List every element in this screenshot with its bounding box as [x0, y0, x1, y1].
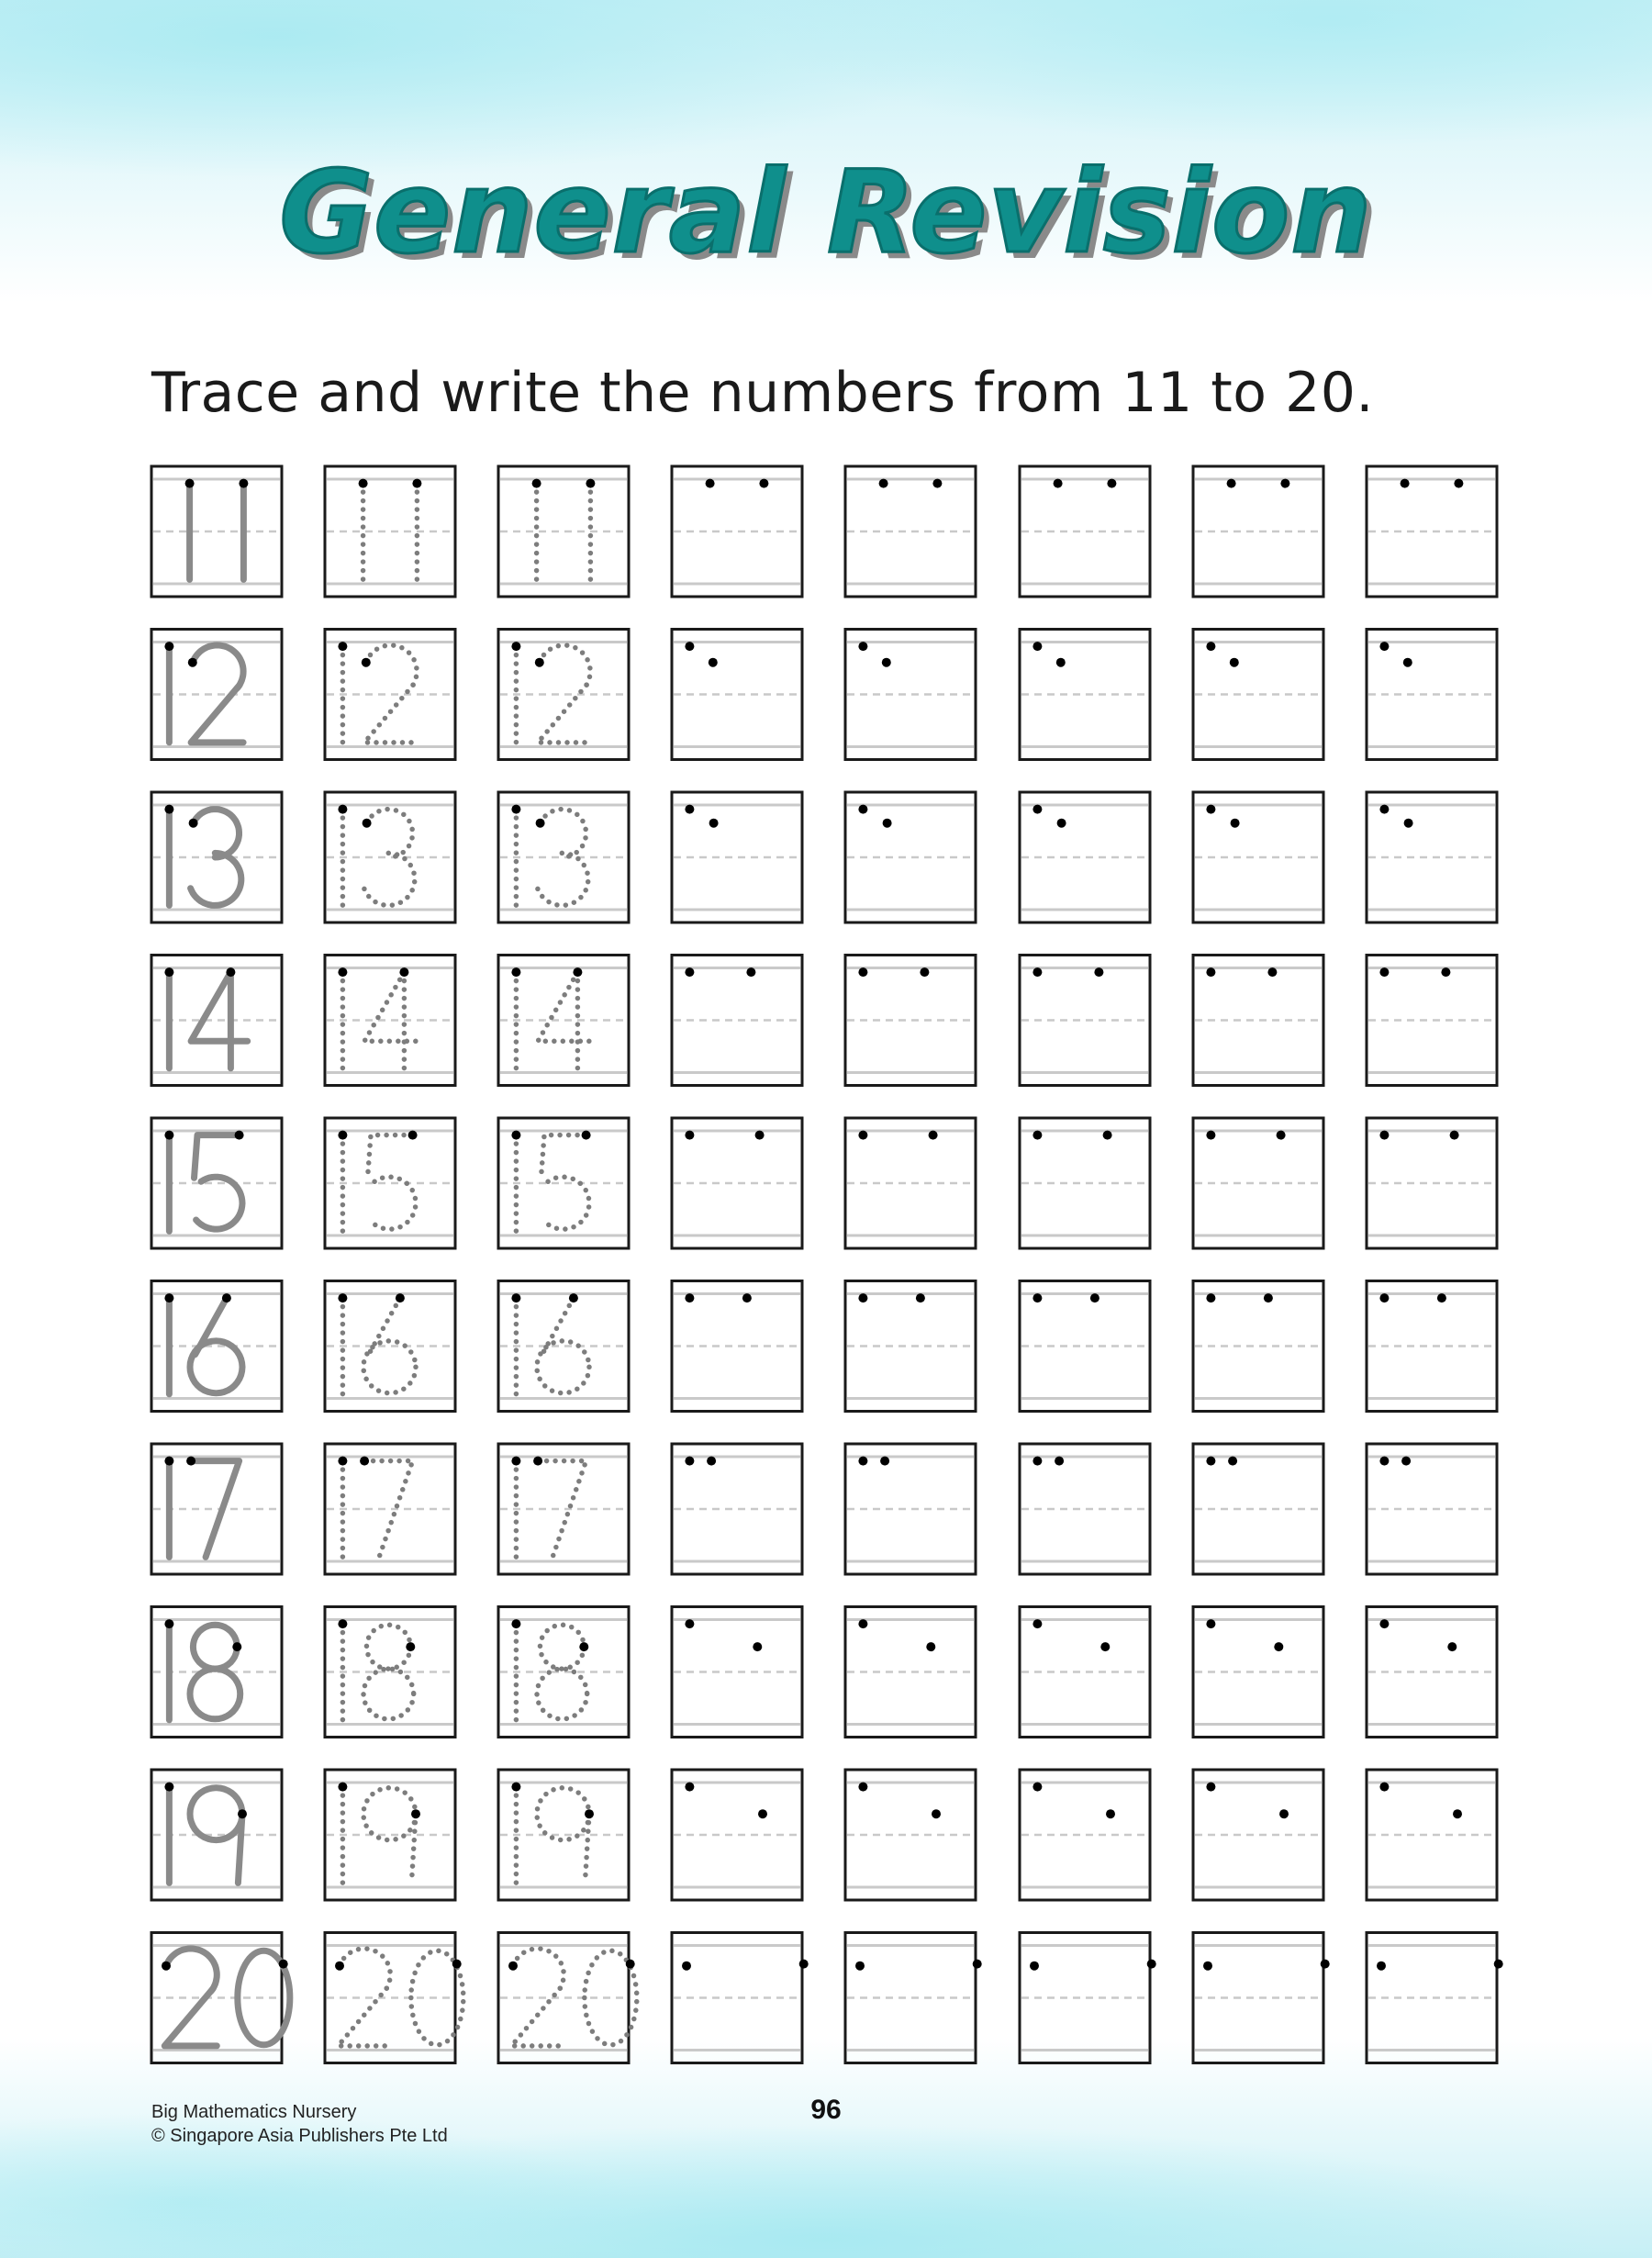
start-dot	[858, 1293, 867, 1302]
writing-box[interactable]	[672, 1933, 809, 2063]
start-dot	[222, 1293, 231, 1302]
start-dot	[1055, 1457, 1064, 1466]
writing-box[interactable]	[845, 1770, 976, 1900]
tracing-box	[325, 1118, 455, 1248]
start-dot	[186, 1457, 195, 1466]
writing-box[interactable]	[1020, 630, 1150, 760]
start-dot	[1032, 1783, 1042, 1792]
start-dot	[164, 642, 173, 651]
start-dot	[1404, 819, 1413, 828]
start-dot	[363, 819, 372, 828]
start-dot	[1274, 1642, 1283, 1651]
start-dot	[1267, 967, 1277, 977]
start-dot	[685, 1293, 694, 1302]
start-dot	[412, 479, 421, 488]
writing-box[interactable]	[1367, 956, 1497, 1086]
digit-stroke-solid	[190, 1788, 242, 1840]
digit-stroke-dotted	[364, 853, 415, 905]
start-dot	[858, 1783, 867, 1792]
digit-stroke-dotted	[537, 1341, 589, 1393]
writing-box[interactable]	[1193, 1118, 1323, 1248]
writing-box[interactable]	[672, 956, 802, 1086]
writing-box[interactable]	[672, 1281, 802, 1412]
start-dot	[338, 1619, 347, 1628]
start-dot	[164, 967, 173, 977]
tracing-box	[325, 1281, 455, 1412]
row-18	[151, 1607, 1497, 1738]
start-dot	[1379, 1619, 1389, 1628]
digit-stroke-dotted	[537, 1788, 589, 1840]
writing-box[interactable]	[1020, 1118, 1150, 1248]
start-dot	[164, 1293, 173, 1302]
tracing-box	[151, 1770, 282, 1900]
start-dot	[799, 1960, 809, 1969]
start-dot	[511, 1293, 520, 1302]
writing-box[interactable]	[672, 792, 802, 922]
row-16	[151, 1281, 1497, 1412]
start-dot	[882, 658, 891, 667]
start-dot	[1206, 1293, 1215, 1302]
digit-stroke-solid	[191, 853, 241, 905]
digit-stroke-dotted	[538, 972, 595, 1041]
start-dot	[1032, 967, 1042, 977]
row-11	[151, 466, 1497, 597]
writing-box[interactable]	[672, 630, 802, 760]
row-20	[151, 1933, 1503, 2063]
start-dot	[1203, 1962, 1212, 1971]
start-dot	[858, 967, 867, 977]
start-dot	[1206, 1457, 1215, 1466]
start-dot	[536, 819, 545, 828]
digit-stroke-solid	[190, 1669, 240, 1719]
digit-stroke-dotted	[366, 1625, 410, 1669]
start-dot	[1107, 479, 1116, 488]
writing-box[interactable]	[1193, 1933, 1330, 2063]
start-dot	[1206, 642, 1215, 651]
book-title: Big Mathematics Nursery	[151, 2102, 357, 2122]
writing-box[interactable]	[845, 630, 976, 760]
start-dot	[1277, 1131, 1286, 1140]
start-dot	[858, 1619, 867, 1628]
start-dot	[1279, 1809, 1289, 1818]
digit-stroke-dotted	[368, 1135, 413, 1179]
digit-stroke-dotted	[541, 1135, 586, 1179]
start-dot	[188, 658, 197, 667]
start-dot	[338, 642, 347, 651]
start-dot	[399, 967, 408, 977]
writing-box[interactable]	[672, 1607, 802, 1738]
start-dot	[511, 642, 520, 651]
writing-box[interactable]	[845, 1281, 976, 1412]
digit-stroke-solid	[195, 1135, 240, 1179]
writing-box[interactable]	[1020, 1933, 1156, 2063]
start-dot	[1264, 1293, 1273, 1302]
start-dot	[858, 805, 867, 814]
writing-box[interactable]	[1367, 466, 1497, 597]
tracing-box	[325, 466, 455, 597]
start-dot	[1453, 1809, 1462, 1818]
start-dot	[685, 642, 694, 651]
row-12	[151, 630, 1497, 760]
digit-stroke-dotted	[366, 645, 417, 688]
tracing-box	[151, 630, 282, 760]
start-dot	[1377, 1962, 1386, 1971]
start-dot	[858, 1131, 867, 1140]
start-dot	[189, 819, 198, 828]
start-dot	[1280, 479, 1289, 488]
start-dot	[685, 1783, 694, 1792]
start-dot	[1056, 658, 1066, 667]
writing-box[interactable]	[1020, 1444, 1150, 1574]
start-dot	[511, 967, 520, 977]
page-title: General Revision	[279, 147, 1373, 279]
start-dot	[926, 1642, 935, 1651]
start-dot	[164, 1131, 173, 1140]
start-dot	[1206, 1783, 1215, 1792]
start-dot	[338, 1457, 347, 1466]
start-dot	[1057, 819, 1066, 828]
start-dot	[338, 805, 347, 814]
writing-box[interactable]	[1367, 1933, 1503, 2063]
start-dot	[411, 1809, 420, 1818]
tracing-box	[151, 792, 282, 922]
start-dot	[164, 1783, 173, 1792]
start-dot	[238, 1809, 247, 1818]
start-dot	[755, 1131, 765, 1140]
start-dot	[511, 1783, 520, 1792]
start-dot	[1447, 1642, 1457, 1651]
digit-stroke-dotted	[538, 853, 588, 905]
start-dot	[1206, 967, 1215, 977]
start-dot	[883, 819, 892, 828]
start-dot	[1379, 1293, 1389, 1302]
digit-stroke-dotted	[537, 1669, 587, 1719]
tracing-box	[325, 1770, 455, 1900]
writing-box[interactable]	[1367, 1281, 1497, 1412]
tracing-box	[325, 792, 455, 922]
start-dot	[338, 1131, 347, 1140]
page-number: 96	[810, 2095, 842, 2125]
row-14	[151, 956, 1497, 1086]
start-dot	[1441, 967, 1450, 977]
start-dot	[880, 1457, 889, 1466]
writing-box[interactable]	[672, 1444, 802, 1574]
start-dot	[1032, 1619, 1042, 1628]
tracing-box	[498, 1281, 629, 1412]
start-dot	[1106, 1809, 1115, 1818]
writing-box[interactable]	[1367, 792, 1497, 922]
start-dot	[973, 1960, 982, 1969]
digit-stroke-solid	[193, 645, 243, 688]
digit-stroke-dotted	[367, 810, 413, 857]
start-dot	[408, 1131, 418, 1140]
start-dot	[1379, 805, 1389, 814]
start-dot	[338, 1293, 347, 1302]
start-dot	[406, 1642, 415, 1651]
start-dot	[232, 1642, 241, 1651]
start-dot	[511, 805, 520, 814]
start-dot	[1054, 479, 1063, 488]
start-dot	[586, 479, 595, 488]
tracing-box	[325, 630, 455, 760]
tracing-box	[325, 1933, 463, 2063]
start-dot	[685, 1457, 694, 1466]
instruction-text: Trace and write the numbers from 11 to 20.	[151, 361, 1375, 425]
start-dot	[932, 1809, 941, 1818]
writing-box[interactable]	[845, 1607, 976, 1738]
start-dot	[533, 1457, 542, 1466]
start-dot	[452, 1960, 462, 1969]
start-dot	[1379, 967, 1389, 977]
writing-box[interactable]	[1193, 466, 1323, 597]
writing-box[interactable]	[1193, 792, 1323, 922]
copyright-text: © Singapore Asia Publishers Pte Ltd	[151, 2126, 448, 2146]
start-dot	[1403, 658, 1412, 667]
start-dot	[511, 1457, 520, 1466]
start-dot	[1206, 1619, 1215, 1628]
writing-box[interactable]	[845, 1444, 976, 1574]
tracing-box	[498, 792, 629, 922]
start-dot	[235, 1131, 244, 1140]
writing-box[interactable]	[845, 1933, 982, 2063]
tracing-box	[151, 1118, 282, 1248]
start-dot	[573, 967, 582, 977]
start-dot	[1494, 1960, 1503, 1969]
start-dot	[1401, 479, 1410, 488]
start-dot	[682, 1962, 691, 1971]
start-dot	[742, 1293, 752, 1302]
tracing-box	[498, 1607, 629, 1738]
tracing-box	[325, 956, 455, 1086]
start-dot	[753, 1642, 762, 1651]
digit-stroke-dotted	[363, 1788, 416, 1840]
start-dot	[164, 805, 173, 814]
start-dot	[1231, 819, 1240, 828]
start-dot	[1321, 1960, 1330, 1969]
tracing-box	[498, 1770, 629, 1900]
start-dot	[707, 1457, 716, 1466]
writing-box[interactable]	[1367, 1607, 1497, 1738]
digit-stroke-dotted	[364, 972, 421, 1041]
start-dot	[508, 1962, 518, 1971]
tracing-box	[151, 956, 282, 1086]
start-dot	[226, 967, 235, 977]
writing-box[interactable]	[672, 1118, 802, 1248]
start-dot	[579, 1642, 588, 1651]
start-dot	[362, 658, 371, 667]
start-dot	[279, 1960, 288, 1969]
start-dot	[1379, 1783, 1389, 1792]
writing-box[interactable]	[1193, 1444, 1323, 1574]
start-dot	[1450, 1131, 1459, 1140]
start-dot	[535, 658, 544, 667]
tracing-box	[151, 1607, 282, 1738]
writing-box[interactable]	[1020, 792, 1150, 922]
start-dot	[1379, 1131, 1389, 1140]
start-dot	[1437, 1293, 1446, 1302]
start-dot	[1401, 1457, 1411, 1466]
start-dot	[858, 1457, 867, 1466]
digit-stroke-dotted	[585, 1814, 589, 1883]
start-dot	[582, 1131, 591, 1140]
row-15	[151, 1118, 1497, 1248]
tracing-box	[325, 1444, 455, 1574]
digit-stroke-dotted	[540, 1625, 584, 1669]
digit-stroke-dotted	[411, 1814, 416, 1883]
digit-stroke-dotted	[541, 810, 586, 857]
writing-box[interactable]	[1020, 1607, 1150, 1738]
start-dot	[1030, 1962, 1039, 1971]
row-13	[151, 792, 1497, 922]
start-dot	[916, 1293, 925, 1302]
start-dot	[335, 1962, 344, 1971]
start-dot	[162, 1962, 171, 1971]
tracing-box	[151, 1281, 282, 1412]
start-dot	[920, 967, 929, 977]
start-dot	[1147, 1960, 1156, 1969]
start-dot	[185, 479, 195, 488]
start-dot	[685, 967, 694, 977]
start-dot	[585, 1809, 594, 1818]
start-dot	[511, 1619, 520, 1628]
row-17	[151, 1444, 1497, 1574]
writing-box[interactable]	[672, 466, 802, 597]
writing-box[interactable]	[1020, 1770, 1150, 1900]
start-dot	[1094, 967, 1103, 977]
start-dot	[532, 479, 541, 488]
start-dot	[511, 1131, 520, 1140]
digit-stroke-solid	[238, 1814, 242, 1883]
writing-box[interactable]	[1193, 956, 1323, 1086]
start-dot	[685, 805, 694, 814]
writing-box[interactable]	[1020, 466, 1150, 597]
tracing-box	[498, 1933, 637, 2063]
digit-stroke-dotted	[543, 1177, 589, 1229]
digit-stroke-solid	[191, 972, 248, 1041]
start-dot	[396, 1293, 405, 1302]
writing-box[interactable]	[845, 792, 976, 922]
start-dot	[879, 479, 888, 488]
writing-box[interactable]	[845, 466, 976, 597]
start-dot	[1090, 1293, 1099, 1302]
digit-stroke-dotted	[363, 1669, 414, 1719]
start-dot	[1032, 1293, 1042, 1302]
start-dot	[1032, 1457, 1042, 1466]
writing-box[interactable]	[1367, 1118, 1497, 1248]
start-dot	[746, 967, 755, 977]
start-dot	[338, 1783, 347, 1792]
digit-stroke-solid	[196, 1177, 242, 1229]
start-dot	[1032, 642, 1042, 651]
start-dot	[1206, 805, 1215, 814]
start-dot	[932, 479, 942, 488]
start-dot	[1228, 1457, 1237, 1466]
tracing-box	[325, 1607, 455, 1738]
start-dot	[1454, 479, 1463, 488]
tracing-box	[498, 1118, 629, 1248]
start-dot	[239, 479, 248, 488]
start-dot	[164, 1457, 173, 1466]
start-dot	[1379, 642, 1389, 651]
start-dot	[758, 1809, 767, 1818]
tracing-box	[151, 1444, 282, 1574]
tracing-box	[498, 1444, 629, 1574]
start-dot	[359, 479, 368, 488]
digit-stroke-solid	[166, 1949, 217, 1992]
digit-stroke-dotted	[340, 1949, 390, 1992]
writing-box[interactable]	[1020, 956, 1150, 1086]
start-dot	[1379, 1457, 1389, 1466]
start-dot	[685, 1131, 694, 1140]
writing-box[interactable]	[672, 1770, 802, 1900]
writing-box[interactable]	[1193, 1281, 1323, 1412]
writing-box[interactable]	[845, 1118, 976, 1248]
digit-stroke-dotted	[370, 1177, 416, 1229]
start-dot	[1230, 658, 1239, 667]
start-dot	[709, 819, 719, 828]
start-dot	[626, 1960, 635, 1969]
writing-box[interactable]	[1367, 630, 1497, 760]
start-dot	[709, 658, 718, 667]
digit-stroke-dotted	[513, 1949, 564, 1992]
start-dot	[855, 1962, 865, 1971]
writing-box[interactable]	[1193, 1770, 1323, 1900]
start-dot	[1206, 1131, 1215, 1140]
start-dot	[858, 642, 867, 651]
writing-box[interactable]	[1367, 1770, 1497, 1900]
start-dot	[929, 1131, 938, 1140]
row-19	[151, 1770, 1497, 1900]
tracing-box	[498, 466, 629, 597]
start-dot	[1103, 1131, 1112, 1140]
start-dot	[1100, 1642, 1110, 1651]
start-dot	[1032, 805, 1042, 814]
writing-box[interactable]	[1367, 1444, 1497, 1574]
start-dot	[1227, 479, 1236, 488]
start-dot	[338, 967, 347, 977]
start-dot	[164, 1619, 173, 1628]
writing-box[interactable]	[1020, 1281, 1150, 1412]
tracing-box	[498, 630, 629, 760]
writing-box[interactable]	[1193, 630, 1323, 760]
digit-stroke-solid	[190, 1341, 242, 1393]
start-dot	[360, 1457, 369, 1466]
digit-stroke-dotted	[540, 645, 590, 688]
start-dot	[1032, 1131, 1042, 1140]
digit-stroke-dotted	[363, 1341, 416, 1393]
writing-box[interactable]	[1193, 1607, 1323, 1738]
start-dot	[706, 479, 715, 488]
digit-stroke-solid	[193, 1625, 237, 1669]
tracing-box	[151, 1933, 290, 2063]
writing-box[interactable]	[845, 956, 976, 1086]
tracing-box	[498, 956, 629, 1086]
tracing-box	[151, 466, 282, 597]
start-dot	[569, 1293, 578, 1302]
start-dot	[759, 479, 768, 488]
start-dot	[685, 1619, 694, 1628]
